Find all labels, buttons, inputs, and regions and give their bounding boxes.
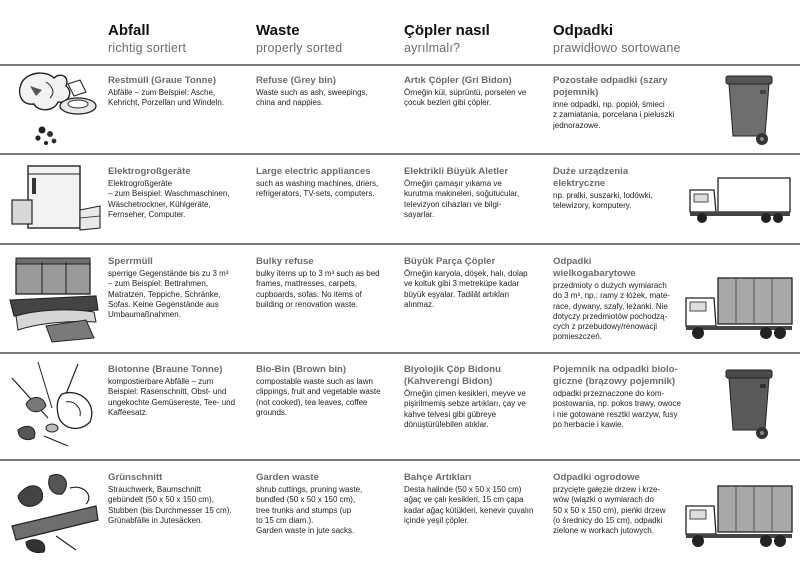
cell-de-sperrmuell xyxy=(108,256,250,320)
cell-title: Biyolojik Çöp Bidonu (Kahverengi Bidon) xyxy=(404,364,501,387)
cell-body: Desta halinde (50 x 50 x 150 cm) ağaç ve çalı kesikleri, 15 cm çapa kadar ağaç kütükleri, kenevir çuvalın içinde yeşil çöpler. xyxy=(404,485,534,525)
cell-body: shrub cuttings, pruning waste, bundled (50 x 50 x 150 cm), tree trunks and stumps (up to 15 cm diam.). Garden waste in jute sacks. xyxy=(256,485,363,536)
cell-title: Elektrogroßgeräte xyxy=(108,166,191,177)
cell-tr-bahce xyxy=(404,472,546,526)
cell-body: Örneğin karyola, döşek, halı, dolap ve koltuk gibi 3 metreküpe kadar büyük eşyalar. Tadilât artıkları alınmaz. xyxy=(404,269,528,309)
cell-pl-duze xyxy=(553,166,681,212)
cell-title: Elektrikli Büyük Aletler xyxy=(404,166,509,177)
bulky-refuse-illustration xyxy=(6,250,104,346)
cell-title: Odpadki ogrodowe xyxy=(553,472,640,483)
cell-body: Örneğin çamaşır yıkama ve kurutma makineleri, soğutucular, televizyon cihazları ve bilgi- sayarlar. xyxy=(404,179,520,219)
cell-title: Bulky refuse xyxy=(256,256,314,267)
header-subtitle: ayrılmalı? xyxy=(404,41,461,55)
row-divider xyxy=(0,243,800,245)
row-divider xyxy=(0,459,800,461)
cell-title: Restmüll (Graue Tonne) xyxy=(108,75,217,86)
cell-pl-wielkogabarytowe xyxy=(553,256,681,343)
cell-body: compostable waste such as lawn clippings, fruit and vegetable waste (not cooked), tea leaves, coffee grounds. xyxy=(256,377,381,417)
cell-en-biobin xyxy=(256,364,398,418)
cell-body: Strauchwerk, Baumschnitt gebündelt (50 x 50 x 150 cm), Stubben (bis Durchmesser 15 cm). Grünabfälle in Jutesäcken. xyxy=(108,485,232,525)
cell-title: Bio-Bin (Brown bin) xyxy=(256,364,347,375)
cell-de-biotonne xyxy=(108,364,250,418)
header-german xyxy=(108,22,186,56)
cell-title: Duże urządzenia elektryczne xyxy=(553,166,629,189)
header-subtitle: properly sorted xyxy=(256,41,343,55)
household-waste-illustration xyxy=(8,68,104,150)
cell-body: Örneğin çimen kesikleri, meyve ve pişirilmemiş sebze artıkları, çay ve kahve telvesi gibi gübreye dönüştürülebilen atıklar. xyxy=(404,389,526,429)
cell-en-appliances xyxy=(256,166,398,200)
cell-body: Abfälle – zum Beispiel: Asche, Kehricht, Porzellan und Windeln. xyxy=(108,88,225,108)
garden-waste-illustration xyxy=(6,466,104,556)
cell-en-garden xyxy=(256,472,398,536)
cell-pl-biologiczne xyxy=(553,364,693,430)
cell-title: Bahçe Artıkları xyxy=(404,472,472,483)
cell-de-restmuell xyxy=(108,75,250,109)
cell-pl-pozostale xyxy=(553,75,681,131)
header-subtitle: richtig sortiert xyxy=(108,41,187,55)
cell-en-refuse xyxy=(256,75,398,109)
brown-bin-icon xyxy=(722,366,778,442)
header-subtitle: prawidłowo sortowane xyxy=(553,41,681,55)
cell-body: such as washing machines, driers, refrigerators, TV-sets, computers. xyxy=(256,179,379,199)
large-appliance-illustration xyxy=(8,160,104,238)
cell-title: Garden waste xyxy=(256,472,319,483)
cell-body: przedmioty o dużych wymiarach do 3 m³, np.: ramy z łóżek, mate- race, dywany, szafy, leżanki. Nie dotyczy przedmiotów pochodzą- cych z przebudowy/renowacji pomieszczeń. xyxy=(553,281,670,342)
cell-body: kompostierbare Abfälle – zum Beispiel: Rasenschnitt, Obst- und ungekochte Gemüsereste, Tee- und Kaffeesatz. xyxy=(108,377,236,417)
header-turkish xyxy=(404,22,490,56)
grey-bin-icon xyxy=(722,72,778,148)
cell-body: sperrige Gegenstände bis zu 3 m³ – zum Beispiel: Bettrahmen, Matratzen, Teppiche, Schränke, Sofas. Keine Gegenstände aus Umbaumaßnahmen. xyxy=(108,269,229,320)
cell-title: Refuse (Grey bin) xyxy=(256,75,336,86)
cell-tr-artik xyxy=(404,75,546,109)
cell-pl-ogrodowe xyxy=(553,472,681,536)
bio-waste-illustration xyxy=(8,358,104,454)
cell-de-elektro xyxy=(108,166,250,220)
row-divider xyxy=(0,64,800,66)
cell-body: np. pralki, suszarki, lodówki, telewizory, komputery. xyxy=(553,191,653,211)
cell-title: Artık Çöpler (Gri Bidon) xyxy=(404,75,512,86)
row-divider xyxy=(0,153,800,155)
cell-title: Large electric appliances xyxy=(256,166,371,177)
cell-en-bulky xyxy=(256,256,398,310)
cell-body: inne odpadki, np. popiół, śmieci z zamiatania, porcelana i pieluszki jednorazowe. xyxy=(553,100,675,130)
cell-body: bulky items up to 3 m³ such as bed frames, mattresses, carpets, cupboards, sofas. No items of building or renovation waste. xyxy=(256,269,380,309)
header-polish xyxy=(553,22,681,56)
header-title: Waste xyxy=(256,22,300,39)
cell-body: Elektrogroßgeräte – zum Beispiel: Waschmaschinen, Wäschetrockner, Kühlgeräte, Fernseher, Computer. xyxy=(108,179,230,219)
header-title: Çöpler nasıl xyxy=(404,22,490,39)
cell-body: Örneğin kül, süprüntü, porselen ve çocuk bezleri gibi çöpler. xyxy=(404,88,527,108)
cell-tr-buyuk-parca xyxy=(404,256,546,310)
cell-title: Biotonne (Braune Tonne) xyxy=(108,364,223,375)
header-title: Odpadki xyxy=(553,22,614,39)
bulky-truck-icon xyxy=(684,276,794,342)
cell-title: Büyük Parça Çöpler xyxy=(404,256,496,267)
cell-tr-biyolojik xyxy=(404,364,546,430)
cell-tr-elektrikli xyxy=(404,166,546,220)
cell-de-gruenschnitt xyxy=(108,472,250,526)
cell-title: Pozostałe odpadki (szary pojemnik) xyxy=(553,75,668,98)
header-english xyxy=(256,22,342,56)
header-title: Abfall xyxy=(108,22,150,39)
cell-title: Pojemnik na odpadki biolo- giczne (brązowy pojemnik) xyxy=(553,364,678,387)
cell-title: Odpadki wielkogabarytowe xyxy=(553,256,636,279)
cell-title: Sperrmüll xyxy=(108,256,153,267)
garden-truck-icon xyxy=(684,484,794,550)
row-divider xyxy=(0,352,800,354)
cell-body: odpadki przeznaczone do kom- postowania, np. pokos trawy, owoce i nie gotowane resztki warzyw, fusy po herbacie i kawie. xyxy=(553,389,681,429)
cell-body: przycięte gałęzie drzew i krze- wów (wiązki o wymiarach do 50 x 50 x 150 cm), pieńki drzew (o średnicy do 15 cm), odpadki zielone w workach jutowych. xyxy=(553,485,666,536)
cell-title: Grünschnitt xyxy=(108,472,163,483)
truck-icon xyxy=(688,176,792,224)
cell-body: Waste such as ash, sweepings, china and nappies. xyxy=(256,88,368,108)
